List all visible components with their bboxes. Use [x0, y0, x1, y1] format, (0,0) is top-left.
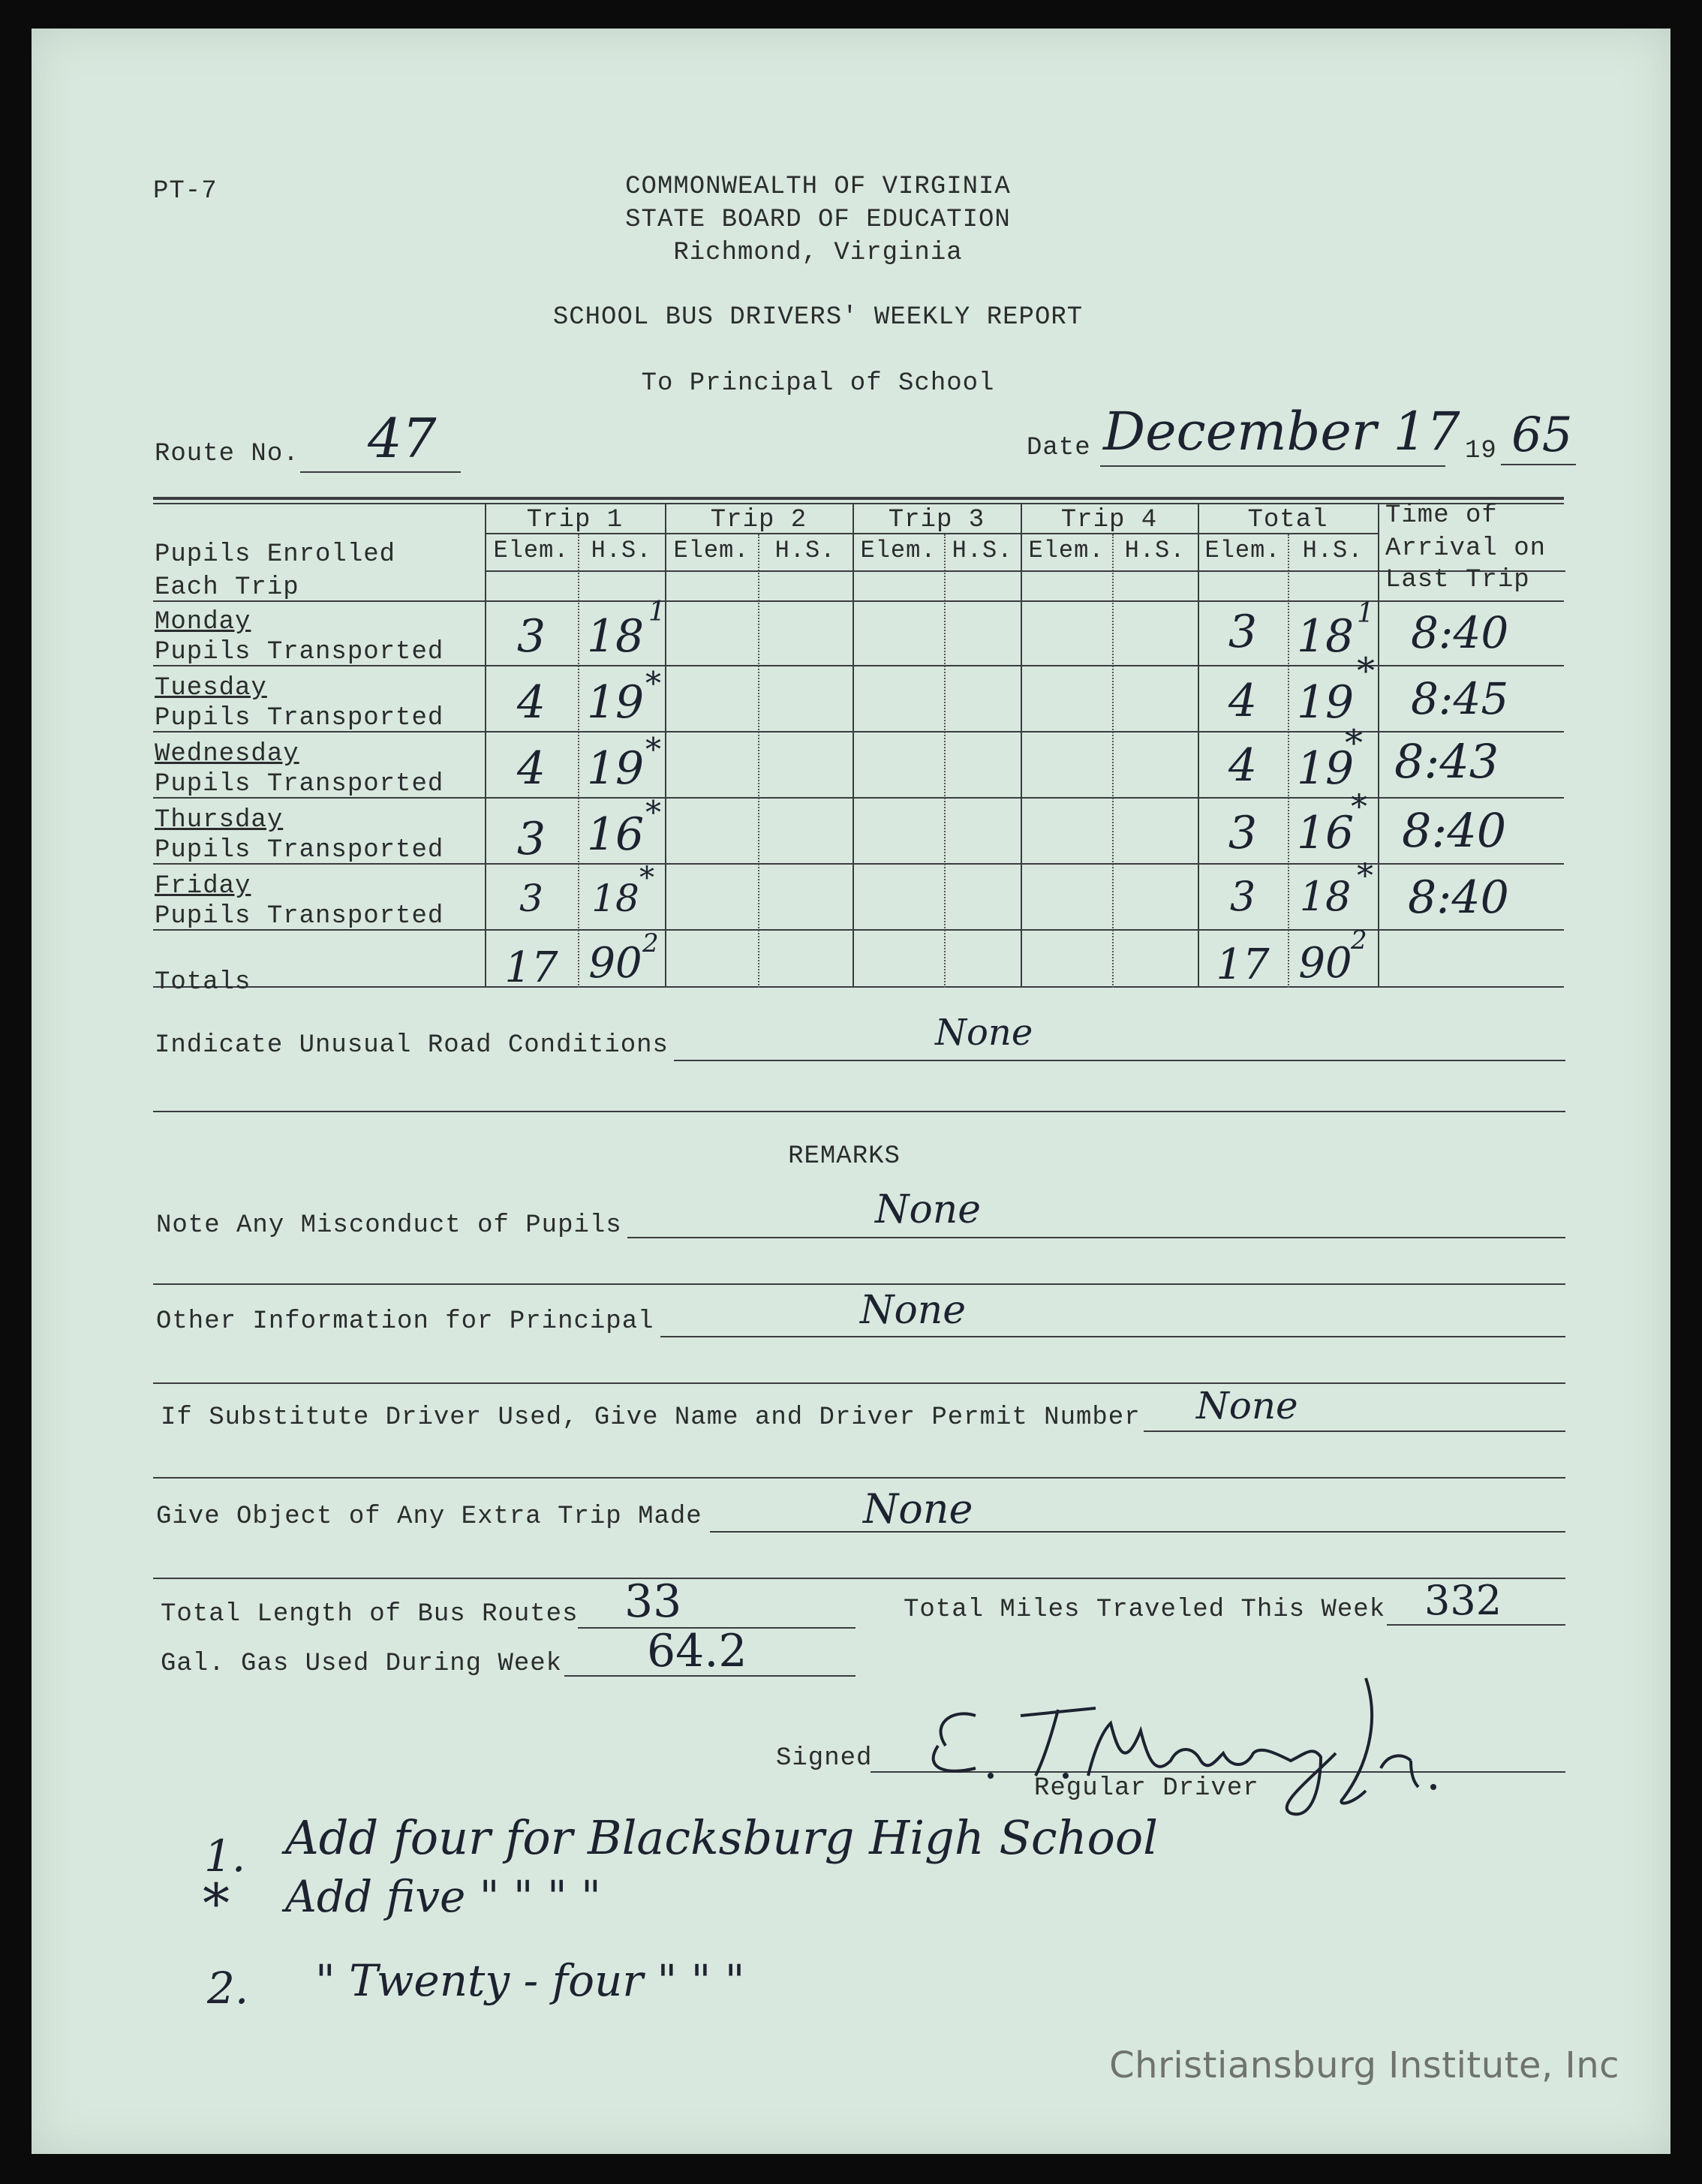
row-t1-hs: 19 [586, 742, 645, 795]
row-t1-elem: 3 [516, 610, 546, 663]
row-sub: Pupils Transported [155, 770, 444, 799]
row-t1-elem: 3 [516, 813, 546, 865]
row-tot-hs: 18 [1299, 873, 1352, 920]
trip3-elem-head: Elem. [860, 537, 937, 564]
row-tot-hs: 19 [1296, 676, 1355, 729]
total-hs-head: H.S. [1302, 537, 1364, 564]
misconduct-line-2 [153, 1283, 1565, 1285]
trip2-header: Trip 2 [710, 506, 807, 534]
trip3-hs-head: H.S. [952, 537, 1013, 564]
totals-t1-mark: 2 [642, 928, 659, 958]
route-value: 47 [368, 407, 437, 470]
row-tot-elem: 3 [1229, 873, 1256, 920]
extra-trip-value: None [863, 1485, 973, 1533]
row-t1-mark: 1 [648, 597, 666, 627]
row-tot-hs: 16 [1296, 807, 1355, 859]
date-underline [1100, 465, 1445, 467]
row-tot-elem: 4 [1228, 739, 1258, 792]
other-info-value: None [860, 1288, 967, 1333]
route-underline [300, 471, 461, 473]
table-row-header-2: Each Trip [155, 573, 299, 602]
arrival-header-1: Time of [1385, 501, 1498, 530]
row-t1-mark: * [645, 665, 661, 702]
total-header: Total [1247, 506, 1328, 534]
signature-role: Regular Driver [1034, 1774, 1259, 1803]
header-city: Richmond, Virginia [673, 239, 963, 267]
date-year: 65 [1511, 408, 1573, 463]
date-value: December 17 [1103, 401, 1460, 462]
note-mark: * [203, 1872, 230, 1935]
arrival-header-2: Arrival on [1385, 534, 1547, 563]
row-t1-hs: 18 [591, 877, 639, 920]
trip2-elem-head: Elem. [673, 537, 750, 564]
row-t1-hs: 18 [586, 610, 645, 663]
trip4-hs-head: H.S. [1124, 537, 1186, 564]
report-title: SCHOOL BUS DRIVERS' WEEKLY REPORT [552, 303, 1084, 332]
row-tot-mark: * [1357, 857, 1373, 895]
date-century: 19 [1465, 437, 1497, 465]
row-arrival: 8:43 [1394, 734, 1499, 789]
row-t1-hs: 19 [586, 676, 645, 729]
signed-label: Signed [776, 1744, 873, 1773]
totals-t1-elem: 17 [504, 943, 558, 992]
row-tot-mark: * [1351, 788, 1367, 826]
row-day: Friday [155, 872, 251, 901]
date-label: Date [1027, 434, 1091, 462]
route-length-value: 33 [624, 1575, 682, 1628]
row-t1-mark: * [639, 861, 654, 895]
row-sub: Pupils Transported [155, 836, 444, 865]
miles-label: Total Miles Traveled This Week [904, 1596, 1386, 1624]
row-sub: Pupils Transported [155, 638, 444, 666]
note-text: Add four for Blacksburg High School [285, 1810, 1158, 1865]
note-text: " Twenty - four " " " [315, 1955, 745, 2006]
trip1-hs-head: H.S. [591, 537, 652, 564]
row-tot-elem: 3 [1228, 606, 1258, 658]
row-arrival: 8:40 [1402, 803, 1507, 858]
trip1-header: Trip 1 [526, 506, 624, 534]
extra-trip-line [710, 1531, 1565, 1533]
route-length-label: Total Length of Bus Routes [161, 1600, 579, 1629]
totals-tot-hs: 90 [1298, 939, 1352, 988]
totals-t1-hs: 90 [588, 939, 642, 988]
gas-label: Gal. Gas Used During Week [161, 1650, 563, 1678]
remarks-title: REMARKS [788, 1142, 901, 1171]
note-mark: 2. [207, 1963, 249, 2014]
other-info-label: Other Information for Principal [156, 1307, 654, 1336]
substitute-label: If Substitute Driver Used, Give Name and Driver Permit Number [161, 1403, 1141, 1432]
row-day: Thursday [155, 806, 284, 835]
road-conditions-line-2 [153, 1111, 1565, 1112]
row-day: Tuesday [155, 674, 267, 702]
trip2-hs-head: H.S. [774, 537, 836, 564]
header-board: STATE BOARD OF EDUCATION [625, 206, 1011, 234]
form-code: PT-7 [153, 177, 218, 206]
row-arrival: 8:40 [1411, 607, 1509, 658]
arrival-header-3: Last Trip [1385, 566, 1530, 594]
note-text: Add five " " " " [285, 1871, 601, 1922]
row-day: Wednesday [155, 740, 299, 769]
row-t1-elem: 4 [516, 742, 546, 795]
road-conditions-value: None [935, 1012, 1033, 1054]
header-commonwealth: COMMONWEALTH OF VIRGINIA [625, 173, 1011, 201]
table-row-header: Pupils Enrolled [155, 540, 396, 569]
row-t1-mark: * [645, 731, 661, 768]
substitute-line [1144, 1430, 1565, 1432]
substitute-line-2 [153, 1477, 1565, 1479]
miles-line [1387, 1624, 1565, 1626]
extra-trip-line-2 [153, 1578, 1565, 1579]
total-elem-head: Elem. [1204, 537, 1281, 564]
road-conditions-label: Indicate Unusual Road Conditions [155, 1031, 669, 1060]
row-t1-mark: * [645, 794, 661, 831]
date-year-underline [1501, 464, 1576, 465]
road-conditions-line [674, 1060, 1565, 1061]
row-sub: Pupils Transported [155, 704, 444, 733]
gas-value: 64.2 [647, 1625, 747, 1677]
other-info-line-2 [153, 1382, 1565, 1384]
totals-label: Totals [155, 968, 251, 997]
misconduct-line [627, 1237, 1565, 1238]
other-info-line [660, 1336, 1565, 1337]
extra-trip-label: Give Object of Any Extra Trip Made [156, 1503, 702, 1531]
row-tot-mark: 1 [1357, 598, 1374, 629]
trip4-header: Trip 4 [1060, 506, 1158, 534]
row-tot-elem: 4 [1228, 675, 1258, 727]
watermark: Christiansburg Institute, Inc [1109, 2044, 1619, 2086]
row-tot-hs: 18 [1296, 610, 1355, 663]
row-t1-elem: 4 [516, 676, 546, 729]
row-tot-elem: 3 [1228, 807, 1258, 859]
note-mark: 1. [204, 1831, 246, 1882]
row-tot-mark: * [1357, 650, 1375, 692]
row-arrival: 8:40 [1408, 871, 1509, 924]
miles-value: 332 [1424, 1577, 1502, 1624]
substitute-value: None [1196, 1384, 1298, 1427]
totals-tot-elem: 17 [1216, 940, 1270, 989]
misconduct-label: Note Any Misconduct of Pupils [156, 1211, 622, 1240]
trip4-elem-head: Elem. [1028, 537, 1105, 564]
misconduct-value: None [875, 1187, 982, 1232]
totals-tot-mark: 2 [1351, 925, 1367, 955]
row-sub: Pupils Transported [155, 902, 444, 931]
trip3-header: Trip 3 [888, 506, 985, 534]
route-label: Route No. [155, 440, 299, 468]
row-day: Monday [155, 608, 251, 636]
row-t1-hs: 16 [586, 808, 645, 861]
report-addressee: To Principal of School [641, 369, 995, 398]
row-t1-elem: 3 [519, 877, 543, 920]
row-tot-mark: * [1345, 722, 1363, 764]
row-arrival: 8:45 [1411, 673, 1509, 724]
row-tot-hs: 19 [1296, 742, 1355, 795]
signature-scribble [916, 1663, 1516, 1828]
trip1-elem-head: Elem. [493, 537, 570, 564]
